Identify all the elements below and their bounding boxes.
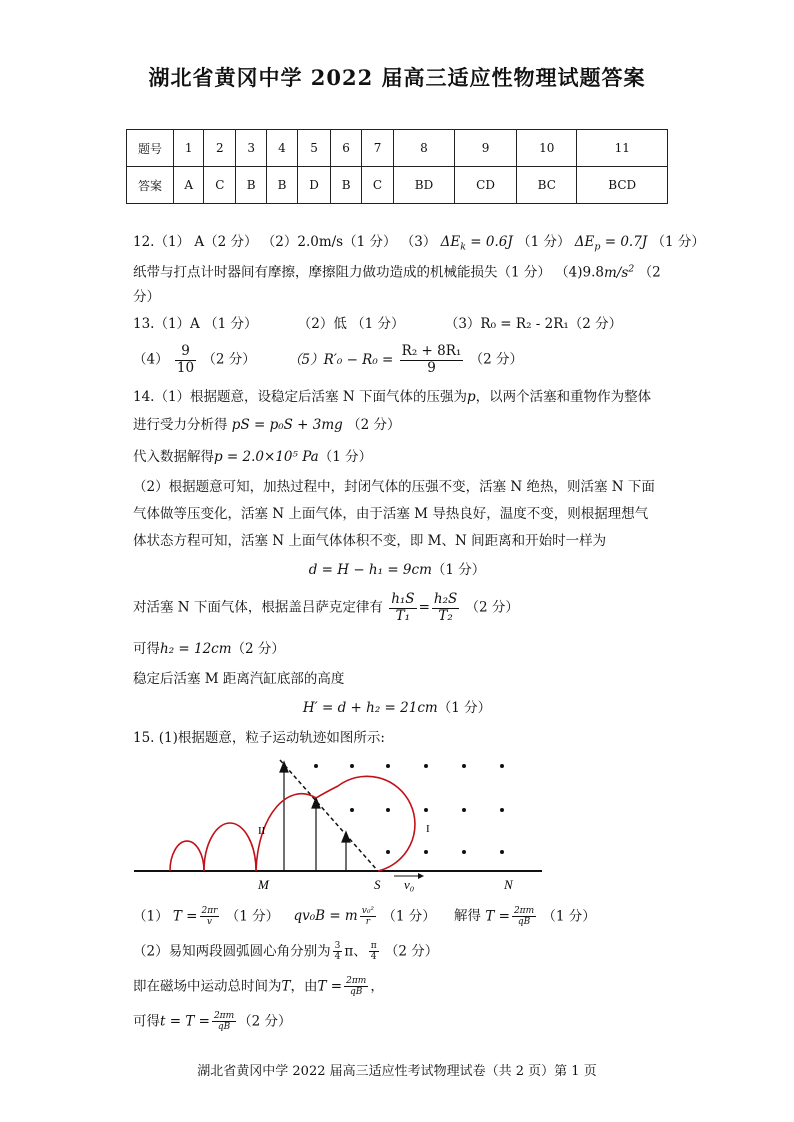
table-cell: 6: [331, 130, 362, 167]
q13-line-1: [133, 318, 622, 332]
q15-text: （1 分）: [225, 908, 280, 925]
q14-text: （1 分）: [437, 700, 492, 716]
table-cell: C: [362, 167, 394, 204]
table-cell: 4: [267, 130, 298, 167]
table-cell: C: [204, 167, 236, 204]
q15-formula: T =: [172, 908, 198, 925]
q14-formula: H′ = d + h₂ = 21cm: [302, 700, 438, 716]
fraction: $\frac{3}{4}$: [334, 941, 341, 963]
q13-text: （2 分）: [469, 351, 523, 368]
q15-line-1: 15. (1)根据题意，粒子运动轨迹如图所示:: [133, 730, 385, 746]
table-row-answers: [127, 167, 668, 204]
fraction: $\frac{9}{10}$: [176, 343, 195, 376]
q12-text: （2: [638, 264, 661, 281]
field-dot: [424, 808, 428, 812]
field-dot: [462, 850, 466, 854]
q15-text: ，: [370, 978, 384, 995]
q14-line-6: 体状态方程可知，活塞 N 上面气体体积不变，即 M、N 间距离和开始时一样为: [133, 533, 607, 549]
field-dot: [500, 808, 504, 812]
field-dot: [386, 850, 390, 854]
q12-line-3: 分）: [133, 289, 160, 305]
q13-text: （2）低 （1 分）: [297, 316, 405, 332]
q14-text: （2 分）: [347, 417, 401, 433]
q14-formula: p = 2.0×10⁵ Pa: [214, 449, 319, 465]
q13-formula: （5）R′₀ − R₀ =: [288, 351, 394, 368]
q12-text: （1 分）: [517, 234, 571, 250]
label-v0: v₀: [404, 877, 415, 892]
q14-formula: pS = p₀S + 3mg: [231, 417, 343, 433]
label-S: S: [374, 877, 381, 892]
field-dot: [462, 764, 466, 768]
field-dot: [386, 808, 390, 812]
fraction: $\frac{\text{v₀²}}{r}$: [361, 906, 375, 928]
page-title: 湖北省黄冈中学 2022 届高三适应性物理试题答案: [148, 65, 646, 90]
region-II-label: II: [258, 825, 266, 837]
q14-text: 可得: [133, 641, 160, 657]
trajectory-arc-2: [204, 823, 256, 871]
field-dot: [386, 764, 390, 768]
q14-line-8: 对活塞 N 下面气体，根据盖吕萨克定律有 $\frac{\text{h₁S}}{\text{T₁}}$ = $\frac{\text{h₂S}}{\text{T₂}}$ （2 分）: [133, 591, 519, 624]
q15-line-4: [133, 976, 384, 998]
table-cell: D: [297, 167, 330, 204]
q15-formula: qv₀B = m: [293, 908, 358, 925]
q14-formula: d = H − h₁ = 9cm: [308, 562, 432, 578]
table-cell: 3: [236, 130, 267, 167]
q15-text: 解得: [454, 908, 482, 925]
q14-line-3: [133, 451, 372, 465]
q12-text: 12.（1） A（2 分） （2）2.0m/s（1 分） （3）: [133, 234, 437, 250]
field-dot: [424, 764, 428, 768]
table-cell: 1: [174, 130, 204, 167]
table-cell: 7: [362, 130, 394, 167]
q14-text: （1 分）: [431, 562, 486, 578]
q13-text: （4）: [133, 351, 169, 368]
field-dot: [424, 850, 428, 854]
q15-var: T: [281, 978, 291, 995]
q14-text: ，以两个活塞和重物作为整体: [475, 389, 652, 405]
q15-formula: T =: [485, 908, 510, 925]
q13-line-2: [133, 344, 523, 376]
field-dot: [350, 808, 354, 812]
q14-line-7: [0, 564, 794, 578]
q12-line-2: [133, 264, 661, 280]
q12-text: 纸带与打点计时器间有摩擦，摩擦阻力做功造成的机械能损失（1 分） （4)9.8: [133, 264, 604, 281]
table-header-number: 题号: [127, 130, 174, 167]
table-cell: 9: [454, 130, 516, 167]
q13-text: 13.（1）A （1 分）: [133, 316, 258, 332]
q14-text: 14.（1）根据题意，设稳定后活塞 N 下面气体的压强为: [133, 389, 467, 405]
table-cell: 10: [517, 130, 577, 167]
q15-line-2: [133, 906, 596, 928]
field-dot: [500, 764, 504, 768]
q14-line-5: 气体做等压变化，活塞 N 上面气体，由于活塞 M 导热良好，温度不变，则根据理想气: [133, 506, 649, 522]
q14-line-11: [0, 702, 794, 716]
trajectory-arc-1: [170, 841, 204, 871]
table-cell: 2: [204, 130, 236, 167]
field-dot: [500, 850, 504, 854]
force-arrows: [280, 762, 350, 871]
page-footer: 湖北省黄冈中学 2022 届高三适应性考试物理试卷（共 2 页）第 1 页: [197, 1064, 597, 1079]
q15-text: （1）: [133, 908, 169, 925]
field-dot: [462, 808, 466, 812]
table-cell: BCD: [577, 167, 668, 204]
q14-line-2: [133, 419, 401, 433]
table-cell: BD: [393, 167, 454, 204]
q15-text: （2 分）: [384, 943, 439, 960]
q14-text: （2 分）: [231, 641, 285, 657]
arrow-3-head: [342, 832, 350, 842]
q14-text: （1 分）: [318, 449, 373, 465]
q14-text: 代入数据解得: [133, 449, 214, 465]
table-cell: 11: [577, 130, 668, 167]
table-cell: 5: [297, 130, 330, 167]
q12-unit: $m/s^2$: [604, 263, 635, 281]
q15-text: π、: [344, 943, 367, 960]
region-I-label: I: [426, 823, 430, 835]
label-N: N: [504, 877, 513, 892]
q12-ep: $\Delta E_p = 0.7J$: [574, 234, 648, 253]
q13-text: （3）R₀ = R₂ - 2R₁（2 分）: [444, 316, 623, 332]
answer-table: [126, 129, 668, 204]
q15-text: 即在磁场中运动总时间为: [133, 978, 282, 995]
q15-text: ，由: [290, 978, 318, 995]
table-cell: BC: [517, 167, 577, 204]
table-cell: 8: [393, 130, 454, 167]
q14-text: 进行受力分析得: [133, 417, 228, 433]
q13-text: （2 分）: [202, 351, 256, 368]
q15-text: （1 分）: [542, 908, 596, 925]
q14-line-9: [133, 643, 285, 657]
v0-arrow-head: [418, 873, 424, 879]
field-dot: [350, 764, 354, 768]
q15-text: （2 分）: [238, 1013, 292, 1030]
q14-formula: h₂ = 12cm: [160, 641, 232, 657]
trajectory-figure: [130, 752, 550, 892]
q14-text: 对活塞 N 下面气体，根据盖吕萨克定律有: [133, 599, 383, 616]
table-row-numbers: [127, 130, 668, 167]
q15-text: （1 分）: [382, 908, 436, 925]
fraction: $\frac{\text{h₁S}}{\text{T₁}}$: [391, 591, 415, 624]
q15-formula: T =: [317, 978, 343, 995]
q15-text: 可得: [133, 1013, 160, 1030]
fraction: $\frac{\text{R₂ + 8R₁}}{9}$: [401, 343, 462, 376]
q14-var: p: [466, 389, 476, 405]
q12-line-1: [133, 236, 705, 252]
table-cell: CD: [454, 167, 516, 204]
fraction: $\frac{\text{h₂S}}{\text{T₂}}$: [433, 591, 458, 624]
q15-text: （2）易知两段圆弧圆心角分别为: [133, 943, 331, 960]
fraction: $\frac{2\pi m}{qB}$: [513, 906, 535, 928]
q15-formula: t = T =: [160, 1013, 210, 1030]
q12-text: （1 分）: [651, 234, 705, 250]
q15-line-3: [133, 941, 438, 963]
label-M: M: [258, 877, 269, 892]
q14-line-10: 稳定后活塞 M 距离汽缸底部的高度: [133, 671, 345, 687]
fraction: $\frac{2\pi m}{qB}$: [213, 1011, 235, 1033]
table-cell: A: [174, 167, 204, 204]
table-cell: B: [331, 167, 362, 204]
q14-line-4: （2）根据题意可知，加热过程中，封闭气体的压强不变，活塞 N 绝热，则活塞 N 下面: [133, 479, 655, 495]
q12-ek: $\Delta E_k = 0.6J$: [440, 234, 513, 253]
table-cell: B: [267, 167, 298, 204]
particle-trajectory: [170, 776, 415, 871]
table-header-answer: 答案: [127, 167, 174, 204]
fraction: $\frac{2\pi r}{v}$: [201, 906, 218, 928]
q14-line-1: [133, 391, 651, 405]
fraction: $\frac{\pi}{4}$: [370, 941, 377, 963]
table-cell: B: [236, 167, 267, 204]
fraction: $\frac{2\pi m}{qB}$: [346, 976, 367, 998]
field-dot: [314, 764, 318, 768]
q15-line-5: [133, 1011, 292, 1033]
q14-text: （2 分）: [465, 599, 519, 616]
